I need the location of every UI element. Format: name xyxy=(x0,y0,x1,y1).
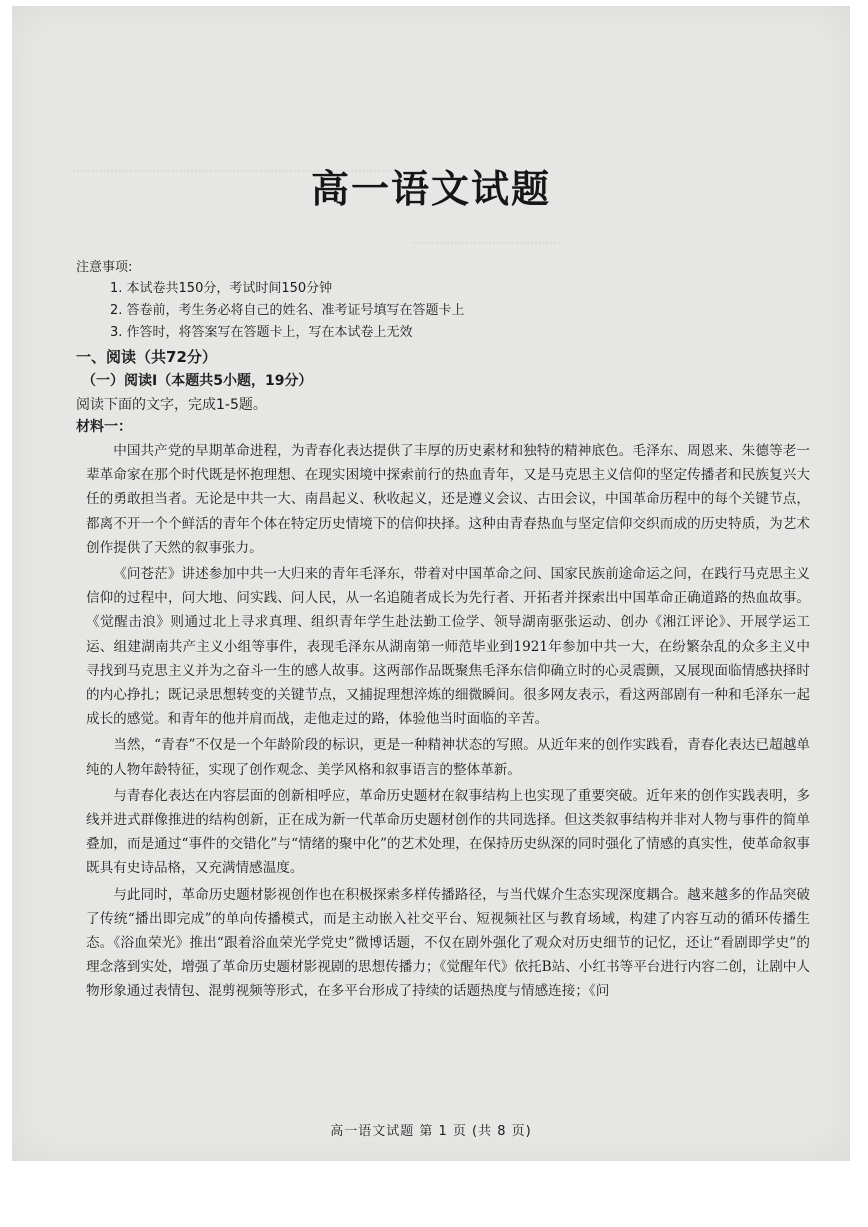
material-label: 材料一： xyxy=(76,419,132,435)
page-footer: 高一语文试题 第 1 页 (共 8 页) xyxy=(330,1124,532,1139)
subsection-heading: （一）阅读Ⅰ（本题共5小题，19分） xyxy=(82,373,313,389)
notice-heading: 注意事项: xyxy=(76,260,133,275)
passage-paragraph: 《问苍茫》讲述参加中共一大归来的青年毛泽东，带着对中国革命之问、国家民族前途命运之问，在践行马克思主义信仰的过程中，问大地、问实践、问人民，从一名追随者成长为先行者、开拓者并探索出中国革命正确道路的热血故事。《觉醒击浪》则通过北上寻求真理、组织青年学生赴法勤工俭学、领导湖南驱张运动、创办《湘江评论》、开展学运工运、组建湖南共产主义小组等事件，表现毛泽东从湖南第一师范毕业到1921年参加中共一大，在纷繁杂乱的众多主义中寻找到马克思主义并为之奋斗一生的感人故事。这两部作品既聚焦毛泽东信仰确立时的心灵震颤，又展现面临情感抉择时的内心挣扎；既记录思想转变的关键节点，又捕捉理想淬炼的细微瞬间。很多网友表示，看这两部剧有一种和毛泽东一起成长的感觉。和青年的他并肩而战，走他走过的路，体验他当时面临的辛苦。 xyxy=(86,566,810,728)
reading-instruction: 阅读下面的文字，完成1-5题。 xyxy=(76,397,267,413)
notice-list xyxy=(110,278,465,344)
exam-title: 高一语文试题 xyxy=(310,167,551,211)
bleed-through-text: ····················································································· xyxy=(72,164,397,178)
passage-paragraph: 与此同时，革命历史题材影视创作也在积极探索多样传播路径，与当代媒介生态实现深度耦合。越来越多的作品突破了传统“播出即完成”的单向传播模式，而是主动嵌入社交平台、短视频社区与教育场域，构建了内容互动的循环传播生态。《浴血荣光》推出“跟着浴血荣光学党史”微博话题，不仅在剧外强化了观众对历史细节的记忆，还让“看剧即学史”的理念落到实处，增强了革命历史题材影视剧的思想传播力；《觉醒年代》依托B站、小红书等平台进行内容二创，让剧中人物形象通过表情包、混剪视频等形式，在多平台形成了持续的话题热度与情感连接；《问 xyxy=(86,886,810,1000)
passage-paragraph: 中国共产党的早期革命进程，为青春化表达提供了丰厚的历史素材和独特的精神底色。毛泽东、周恩来、朱德等老一辈革命家在那个时代既是怀抱理想、在现实困境中探索前行的热血青年，又是马克思主义信仰的坚定传播者和民族复兴大任的勇敢担当者。无论是中共一大、南昌起义、秋收起义，还是遵义会议、古田会议，中国革命历程中的每个关键节点，都离不开一个个鲜活的青年个体在特定历史情境下的信仰抉择。这种由青春热血与坚定信仰交织而成的历史特质，为艺术创作提供了天然的叙事张力。 xyxy=(86,443,810,556)
passage-body xyxy=(86,439,810,1006)
notice-item: 2. 答卷前，考生务必将自己的姓名、准考证号填写在答题卡上 xyxy=(110,303,465,318)
passage-paragraph: 当然，“青春”不仅是一个年龄阶段的标识，更是一种精神状态的写照。从近年来的创作实践看，青春化表达已超越单纯的人物年龄特征，实现了创作观念、美学风格和叙事语言的整体革新。 xyxy=(86,737,810,778)
section-heading: 一、阅读（共72分） xyxy=(76,348,217,366)
notice-item: 1. 本试卷共150分，考试时间150分钟 xyxy=(110,281,333,296)
bleed-through-text: ······································· xyxy=(412,236,561,250)
passage-paragraph: 与青春化表达在内容层面的创新相呼应，革命历史题材在叙事结构上也实现了重要突破。近年来的创作实践表明，多线并进式群像推进的结构创新，正在成为新一代革命历史题材创作的共同选择。但这类叙事结构并非对人物与事件的简单叠加，而是通过“事件的交错化”与“情绪的聚中化”的艺术处理，在保持历史纵深的同时强化了情感的真实性，使革命叙事既具有史诗品格，又充满情感温度。 xyxy=(86,787,810,877)
notice-item: 3. 作答时，将答案写在答题卡上，写在本试卷上无效 xyxy=(110,325,413,340)
exam-page xyxy=(12,6,850,1161)
